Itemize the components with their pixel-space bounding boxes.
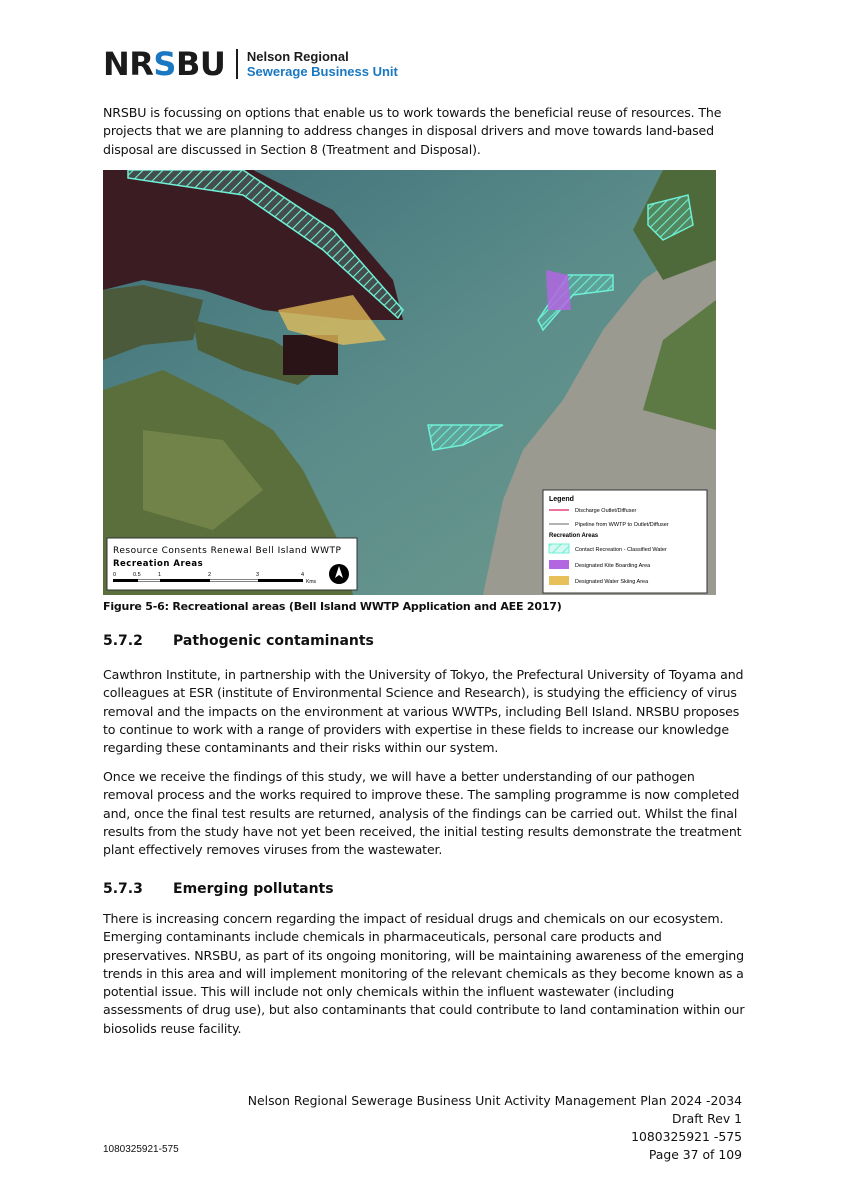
footer-info bbox=[248, 1092, 742, 1164]
heading-title: Pathogenic contaminants bbox=[173, 633, 374, 649]
heading-number: 5.7.3 bbox=[103, 881, 143, 897]
heading-5-7-3 bbox=[103, 881, 334, 897]
legend-swatch-kite bbox=[549, 560, 569, 569]
logo-mark-part3: BU bbox=[175, 45, 226, 83]
intro-paragraph: NRSBU is focussing on options that enable us to work towards the beneficial reuse of resources. The projects that we are planning to address changes in disposal drivers and move towards land-based disposal are discussed in Section 8 (Treatment and Disposal). bbox=[103, 105, 722, 157]
heading-5-7-2 bbox=[103, 633, 374, 649]
map-graphic bbox=[103, 170, 716, 595]
logo-mark-part1: NR bbox=[103, 45, 154, 83]
nrsbu-logo bbox=[103, 45, 398, 83]
heading-number: 5.7.2 bbox=[103, 633, 143, 649]
section-573-paragraph-1: There is increasing concern regarding the impact of residual drugs and chemicals on our ecosystem. Emerging contaminants include chemicals in pharmaceuticals, personal care products and preservatives. NRSBU, as part of its ongoing monitoring, will be maintaining awareness of the emerging trends in this area and will implement monitoring of the relevant chemicals as they become known as a potential issue. This will include not only chemicals within the influent wastewater (including assessments of drug use), but also contaminants that could contribute to land contamination within our biosolids reuse facility. bbox=[103, 911, 745, 1036]
logo-text bbox=[247, 49, 398, 79]
logo-divider bbox=[236, 49, 238, 79]
footer-revision: Draft Rev 1 bbox=[672, 1111, 742, 1126]
map-subtitle: Recreation Areas bbox=[113, 559, 204, 569]
scale-unit: Kms bbox=[306, 579, 316, 585]
footer-doc-id: 1080325921-575 bbox=[103, 1144, 179, 1155]
legend-item-pipeline: Pipeline from WWTP to Outlet/Diffuser bbox=[575, 522, 669, 528]
recreation-areas-map bbox=[103, 170, 716, 595]
legend-swatch-contact bbox=[549, 544, 569, 553]
map-legend bbox=[543, 490, 707, 593]
scale-tick-4: 4 bbox=[301, 572, 305, 578]
legend-item-skiing: Designated Water Skiing Area bbox=[575, 579, 649, 585]
page-number: Page 37 of 109 bbox=[648, 1147, 742, 1162]
map-title: Resource Consents Renewal Bell Island WWTP bbox=[113, 546, 342, 556]
logo-mark-part2: S bbox=[153, 45, 176, 83]
figure-caption: Figure 5-6: Recreational areas (Bell Island WWTP Application and AEE 2017) bbox=[103, 600, 562, 613]
heading-title: Emerging pollutants bbox=[173, 881, 334, 897]
scale-tick-05: 0.5 bbox=[133, 572, 141, 578]
map-title-box bbox=[107, 538, 357, 590]
footer-doc-number: 1080325921 -575 bbox=[631, 1129, 742, 1144]
scale-tick-2: 2 bbox=[208, 572, 212, 578]
section-572-paragraph-1: Cawthron Institute, in partnership with the University of Tokyo, the Prefectural University of Toyama and colleagues at ESR (institute of Environmental Science and Research), is studying the efficiency of virus removal and the impacts on the environment at various WWTPs, including Bell Island. NRSBU proposes to continue to work with a range of providers with expertise in these fields to increase our knowledge regarding these contaminants and their risks within our system. bbox=[103, 667, 744, 756]
legend-item-contact: Contact Recreation - Classified Water bbox=[575, 547, 667, 553]
scale-tick-0: 0 bbox=[113, 572, 117, 578]
legend-swatch-skiing bbox=[549, 576, 569, 585]
section-572-paragraph-2: Once we receive the findings of this study, we will have a better understanding of our pathogen removal process and the works required to improve these. The sampling programme is now completed and, once the final test results are returned, analysis of the findings can be carried out. Whilst the final results from the study have not yet been received, the initial testing results demonstrate the treatment plant effectively removes viruses from the wastewater. bbox=[103, 769, 742, 858]
kite-boarding-area bbox=[546, 270, 571, 310]
legend-title: Legend bbox=[549, 496, 574, 503]
logo-wordmark bbox=[103, 45, 226, 83]
logo-line2: Sewerage Business Unit bbox=[246, 64, 398, 79]
footer-doc-title: Nelson Regional Sewerage Business Unit Activity Management Plan 2024 -2034 bbox=[247, 1093, 742, 1108]
scale-tick-3: 3 bbox=[256, 572, 260, 578]
logo-line1: Nelson Regional bbox=[246, 49, 349, 64]
scale-tick-1: 1 bbox=[158, 572, 162, 578]
legend-section-title: Recreation Areas bbox=[549, 533, 599, 539]
legend-item-kite: Designated Kite Boarding Area bbox=[575, 563, 651, 569]
legend-item-outlet: Discharge Outlet/Diffuser bbox=[575, 508, 637, 514]
